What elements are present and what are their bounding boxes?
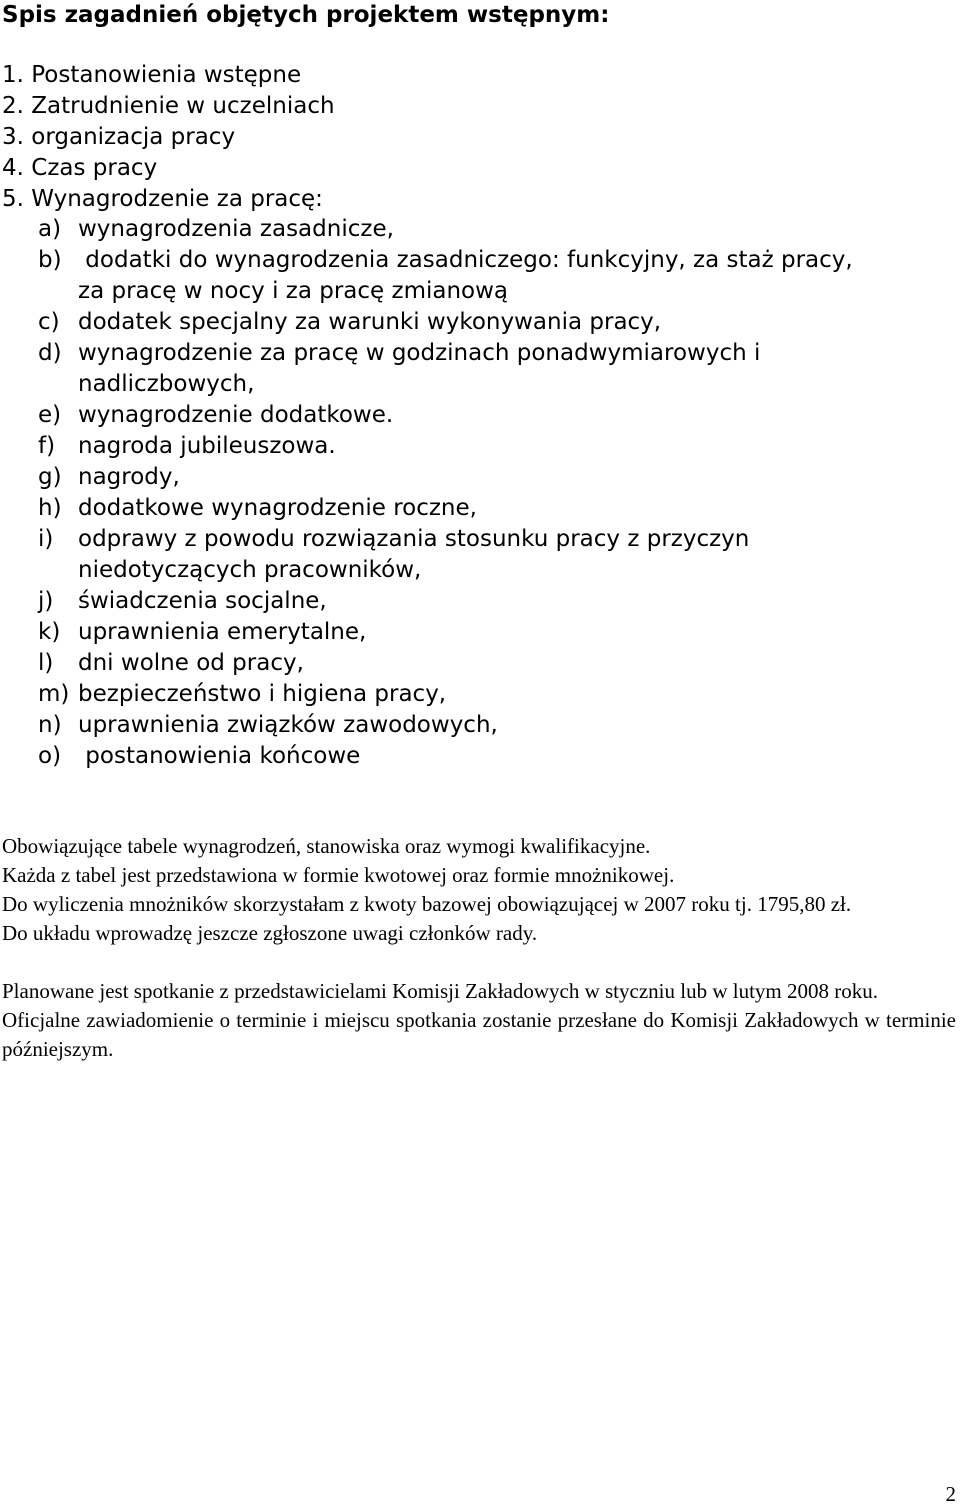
list-item-text: dodatek specjalny za warunki wykonywania pracy, bbox=[78, 309, 662, 335]
list-item-text: dni wolne od pracy, bbox=[78, 650, 304, 676]
list-marker: e) bbox=[38, 402, 62, 428]
list-item-text: nagroda jubileuszowa. bbox=[78, 433, 336, 459]
list-item-text: wynagrodzenia zasadnicze, bbox=[78, 216, 394, 242]
list-item-text: postanowienia końcowe bbox=[78, 743, 361, 769]
sub-list-item bbox=[38, 710, 853, 741]
page-number: 2 bbox=[945, 1482, 956, 1506]
list-item-text: świadczenia socjalne, bbox=[78, 588, 327, 614]
list-item-text: uprawnienia emerytalne, bbox=[78, 619, 367, 645]
notes-section bbox=[2, 832, 956, 1064]
note-paragraph: Planowane jest spotkanie z przedstawicielami Komisji Zakładowych w styczniu lub w lutym 2008 roku. bbox=[2, 979, 878, 1003]
list-marker: c) bbox=[38, 309, 60, 335]
list-item-text-continuation: nadliczbowych, bbox=[78, 371, 255, 397]
sub-list-item bbox=[38, 245, 853, 307]
list-marker: m) bbox=[38, 681, 70, 707]
sub-list-item bbox=[38, 431, 853, 462]
sub-list-item bbox=[38, 493, 853, 524]
note-paragraph: Do wyliczenia mnożników skorzystałam z kwoty bazowej obowiązującej w 2007 roku tj. 1795,80 zł. bbox=[2, 892, 852, 916]
list-marker: d) bbox=[38, 340, 62, 366]
note-paragraph: Obowiązujące tabele wynagrodzeń, stanowiska oraz wymogi kwalifikacyjne. bbox=[2, 834, 651, 858]
sub-list-item bbox=[38, 400, 853, 431]
note-paragraph: Do układu wprowadzę jeszcze zgłoszone uwagi członków rady. bbox=[2, 921, 538, 945]
list-marker: h) bbox=[38, 495, 62, 521]
list-item-text: dodatki do wynagrodzenia zasadniczego: funkcyjny, za staż pracy, bbox=[78, 247, 853, 273]
sub-list-item bbox=[38, 462, 853, 493]
list-item-text-continuation: za pracę w nocy i za pracę zmianową bbox=[78, 278, 509, 304]
list-item: 2. Zatrudnienie w uczelniach bbox=[2, 93, 335, 119]
list-item: 4. Czas pracy bbox=[2, 155, 158, 181]
list-marker: j) bbox=[38, 588, 54, 614]
list-item-text: bezpieczeństwo i higiena pracy, bbox=[78, 681, 447, 707]
list-marker: f) bbox=[38, 433, 56, 459]
list-marker: g) bbox=[38, 464, 62, 490]
list-item-text: nagrody, bbox=[78, 464, 180, 490]
note-paragraph: Oficjalne zawiadomienie o terminie i miejscu spotkania zostanie przesłane do Komisji Zakładowych w terminie późniejszym. bbox=[2, 1008, 956, 1061]
list-marker: n) bbox=[38, 712, 62, 738]
sub-list-item bbox=[38, 524, 853, 586]
sub-list-item bbox=[38, 214, 853, 245]
paragraph-spacer bbox=[2, 948, 956, 977]
list-marker: i) bbox=[38, 526, 54, 552]
sub-list-item bbox=[38, 338, 853, 400]
sub-list-item bbox=[38, 679, 853, 710]
sub-item-list bbox=[38, 214, 853, 772]
numbered-list bbox=[2, 60, 335, 215]
list-item-text: uprawnienia związków zawodowych, bbox=[78, 712, 498, 738]
list-marker: a) bbox=[38, 216, 62, 242]
list-item-text: odprawy z powodu rozwiązania stosunku pracy z przyczyn bbox=[78, 526, 750, 552]
list-item-text: wynagrodzenie za pracę w godzinach ponadwymiarowych i bbox=[78, 340, 761, 366]
list-marker: l) bbox=[38, 650, 54, 676]
page-heading: Spis zagadnień objętych projektem wstępnym: bbox=[2, 2, 610, 28]
list-item-text: dodatkowe wynagrodzenie roczne, bbox=[78, 495, 477, 521]
list-item-text-continuation: niedotyczących pracowników, bbox=[78, 557, 422, 583]
sub-list-item bbox=[38, 648, 853, 679]
list-marker: k) bbox=[38, 619, 61, 645]
list-item-text: wynagrodzenie dodatkowe. bbox=[78, 402, 394, 428]
sub-list-item bbox=[38, 307, 853, 338]
list-item: 1. Postanowienia wstępne bbox=[2, 62, 302, 88]
list-marker: b) bbox=[38, 247, 62, 273]
note-paragraph: Każda z tabel jest przedstawiona w formie kwotowej oraz formie mnożnikowej. bbox=[2, 863, 675, 887]
list-marker: o) bbox=[38, 743, 62, 769]
list-item: 3. organizacja pracy bbox=[2, 124, 236, 150]
sub-list-item bbox=[38, 617, 853, 648]
list-item: 5. Wynagrodzenie za pracę: bbox=[2, 186, 323, 212]
sub-list-item bbox=[38, 741, 853, 772]
sub-list-item bbox=[38, 586, 853, 617]
